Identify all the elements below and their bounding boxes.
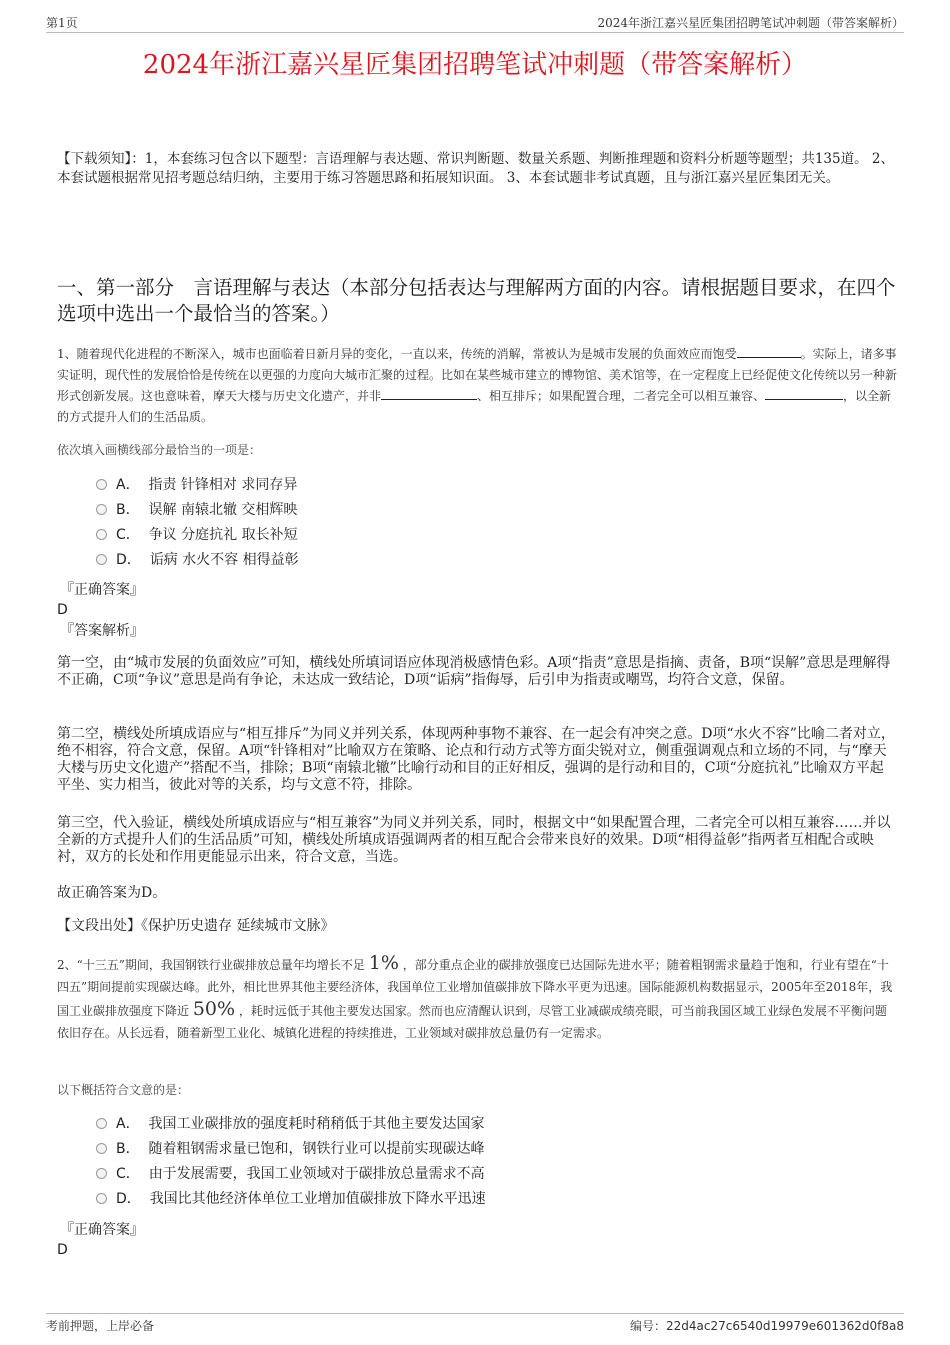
page-number: 第1页 [46,16,78,30]
question-2-prompt: 以下概括符合文意的是： [57,1083,190,1097]
radio-icon[interactable] [96,529,107,540]
page-footer [46,1313,904,1334]
question-1-text: 1、随着现代化进程的不断深入，城市也面临着日新月异的变化，一直以来，传统的消解，常被认为是城市发展的负面效应而饱受 。实际上，诸多事实证明，现代性的发展恰恰是传统在以更强的力度向大城市汇聚的过程。比如在某些城市建立的博物馆、美术馆等，在一定程度上已经促使文化传统以另一种新形式创新发展。这也意味着，摩天大楼与历史文化遗产，并非 、相互排斥；如果配置合理，二者完全可以相互兼容、 ，以全新的方式提升人们的生活品质。 [57,347,898,424]
blank-3 [765,387,843,400]
radio-icon[interactable] [96,1143,107,1154]
question-2-text: 2、“十三五”期间，我国钢铁行业碳排放总量年均增长不足 1% ，部分重点企业的碳排放强度已达国际先进水平；随着粗钢需求量趋于饱和，行业有望在“十四五”期间提前实现碳达峰。此外，相比世界其他主要经济体，我国单位工业增加值碳排放下降水平更为迅速。国际能源机构数据显示，2005年至2018年，我国工业碳排放强度下降近 50% ，耗时远低于其他主要发达国家。然而也应清醒认识到，尽管工业减碳成绩亮眼，可当前我国区域工业绿色发展不平衡问题依旧存在。从长远看，随着新型工业化、城镇化进程的持续推进，工业领域对碳排放总量仍有一定需求。 [57,952,893,1040]
option-d[interactable]: D． 诟病 水火不容 相得益彰 [96,548,299,573]
option-c[interactable]: C． 由于发展需要，我国工业领域对于碳排放总量需求不高 [96,1162,486,1187]
radio-icon[interactable] [96,1193,107,1204]
radio-icon[interactable] [96,554,107,565]
blank-2 [381,387,477,400]
radio-icon[interactable] [96,479,107,490]
option-c[interactable]: C． 争议 分庭抗礼 取长补短 [96,523,299,548]
answer-value: D [57,1242,68,1258]
radio-icon[interactable] [96,1118,107,1129]
footer-serial: 编号：22d4ac27c6540d19979e601362d0f8a8 [630,1319,904,1333]
answer-label: 『正确答案』 [60,582,144,598]
analysis-para-3: 第三空，代入验证，横线处所填成语应与“相互兼容”为同义并列关系，同时，根据文中“如果配置合理，二者完全可以相互兼容……并以全新的方式提升人们的生活品质”可知，横线处所填成语强调两者的相互配合会带来良好的效果。D项“相得益彰”指两者互相配合或映衬，双方的长处和作用更能显示出来，符合文意，当选。 [57,815,891,865]
section-heading: 一、第一部分 言语理解与表达（本部分包括表达与理解两方面的内容。请根据题目要求，在四个选项中选出一个最恰当的答案。） [57,276,896,325]
question-1-prompt: 依次填入画横线部分最恰当的一项是： [57,443,262,457]
radio-icon[interactable] [96,1168,107,1179]
analysis-para-1: 第一空，由“城市发展的负面效应”可知，横线处所填词语应体现消极感情色彩。A项“指责”意思是指摘、责备，B项“误解”意思是理解得不正确，C项“争议”意思是尚有争论，未达成一致结论，D项“诟病”指侮辱，后引申为指责或嘲骂，均符合文意，保留。 [57,655,891,688]
answer-value: D [57,602,68,618]
option-a[interactable]: A． 我国工业碳排放的强度耗时稍稍低于其他主要发达国家 [96,1112,486,1137]
blank-1 [737,345,801,358]
option-b[interactable]: B． 随着粗钢需求量已饱和，钢铁行业可以提前实现碳达峰 [96,1137,486,1162]
page-header [46,14,904,33]
footer-slogan: 考前押题，上岸必备 [46,1319,155,1333]
option-a[interactable]: A． 指责 针锋相对 求同存异 [96,473,299,498]
page-title: 2024年浙江嘉兴星匠集团招聘笔试冲刺题（带答案解析） [142,50,808,80]
download-notice: 【下载须知】：1，本套练习包含以下题型：言语理解与表达题、常识判断题、数量关系题、判断推理题和资料分析题等题型；共135道。 2、本套试题根据常见招考题总结归纳，主要用于练习答题思路和拓展知识面。 3、本套试题非考试真题，且与浙江嘉兴星匠集团无关。 [57,151,894,186]
answer-label: 『正确答案』 [60,1222,144,1238]
analysis-label: 『答案解析』 [60,623,144,639]
header-doc-title: 2024年浙江嘉兴星匠集团招聘笔试冲刺题（带答案解析） [597,16,904,30]
source-citation: 【文段出处】《保护历史遗存 延续城市文脉》 [57,918,335,934]
option-b[interactable]: B． 误解 南辕北辙 交相辉映 [96,498,299,523]
question-1-options [96,473,299,573]
analysis-para-2: 第二空，横线处所填成语应与“相互排斥”为同义并列关系，体现两种事物不兼容、在一起会有冲突之意。D项“水火不容”比喻二者对立，绝不相容，符合文意，保留。A项“针锋相对”比喻双方在策略、论点和行动方式等方面尖锐对立，侧重强调观点和立场的不同，与“摩天大楼与历史文化遗产”搭配不当，排除；B项“南辕北辙”比喻行动和目的正好相反，强调的是行动和目的，C项“分庭抗礼”比喻双方平起平坐、实力相当，彼此对等的关系，均与文意不符，排除。 [57,726,895,793]
analysis-conclusion: 故正确答案为D。 [57,885,167,901]
radio-icon[interactable] [96,504,107,515]
question-2-options [96,1112,486,1212]
option-d[interactable]: D． 我国比其他经济体单位工业增加值碳排放下降水平迅速 [96,1187,486,1212]
